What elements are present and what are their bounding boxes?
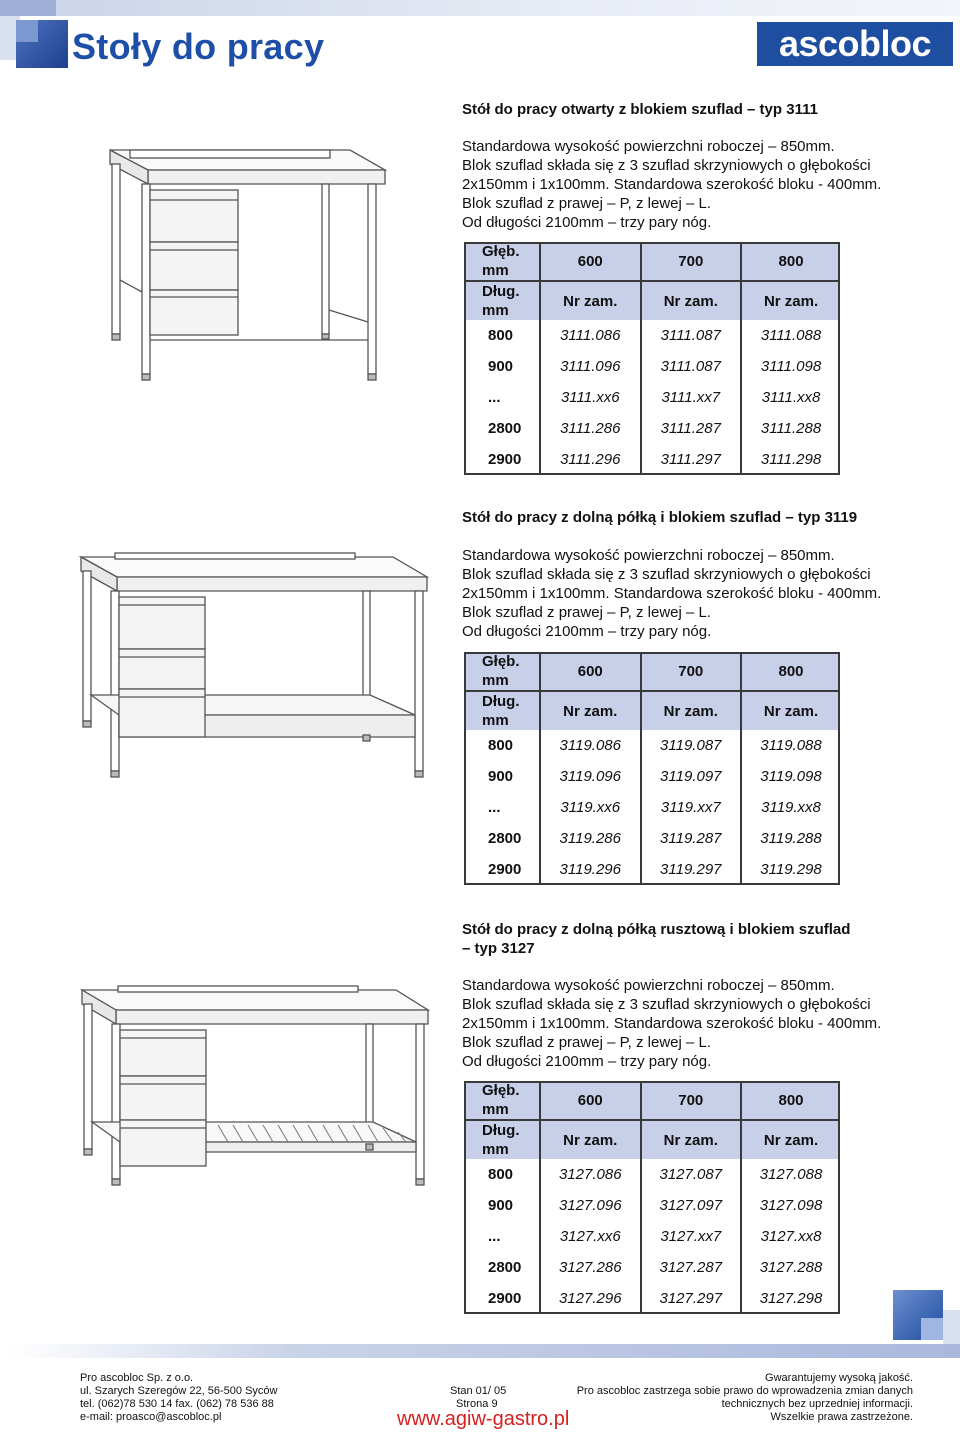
header-band-accent <box>0 0 56 16</box>
order-no-header: Nr zam. <box>641 691 742 730</box>
product-1-description <box>462 137 932 232</box>
footer-company-info <box>80 1372 278 1424</box>
order-code: 3119.xx6 <box>540 792 641 823</box>
product-1-title: Stół do pracy otwarty z blokiem szuflad – typ 3111 <box>462 101 818 118</box>
order-code: 3111.xx6 <box>540 382 641 413</box>
depth-label: Głęb. <box>482 243 520 260</box>
order-code: 3111.098 <box>760 358 822 375</box>
decorative-square-inner <box>921 1318 943 1340</box>
table-header-row <box>464 1120 840 1159</box>
length-label: Dług. <box>482 1122 520 1139</box>
length-cell: 900 <box>464 351 540 382</box>
depth-col-header: 600 <box>540 652 641 691</box>
table-row <box>464 351 840 382</box>
order-code: 3111.xx7 <box>641 382 742 413</box>
desc-line: Blok szuflad składa się z 3 szuflad skrzyniowych o głębokości <box>462 157 871 174</box>
order-code: 3127.296 <box>540 1283 641 1314</box>
product-3-title <box>462 920 850 958</box>
order-code: 3119.088 <box>760 737 822 754</box>
depth-col-header: 700 <box>641 242 742 281</box>
product-2-title: Stół do pracy z dolną półką i blokiem szuflad – typ 3119 <box>462 509 858 526</box>
table-header-row <box>464 652 840 691</box>
table-row <box>464 761 840 792</box>
order-code: 3127.298 <box>759 1290 823 1307</box>
depth-col-header: 700 <box>641 652 742 691</box>
desc-line: Blok szuflad z prawej – P, z lewej – L. <box>462 1034 712 1051</box>
title-line: Stół do pracy z dolną półką rusztową i blokiem szuflad <box>462 921 851 938</box>
order-code: 3111.087 <box>641 320 742 351</box>
desc-line: Blok szuflad z prawej – P, z lewej – L. <box>462 195 712 212</box>
order-code: 3119.098 <box>760 768 822 785</box>
footer-disclaimer <box>577 1372 913 1424</box>
order-no-header: Nr zam. <box>540 281 641 320</box>
length-header-cell <box>464 281 540 320</box>
footer-line: Pro ascobloc Sp. z o.o. <box>80 1372 194 1384</box>
length-label: Dług. <box>482 283 520 300</box>
order-code: 3119.xx7 <box>641 792 742 823</box>
depth-label: Głęb. <box>482 1082 520 1099</box>
length-cell: ... <box>464 792 540 823</box>
header-square-shine <box>16 20 38 42</box>
footer-version: Stan 01/ 05 <box>450 1385 507 1397</box>
desc-line: Blok szuflad z prawej – P, z lewej – L. <box>462 604 712 621</box>
order-code: 3127.097 <box>641 1190 742 1221</box>
depth-header-cell <box>464 242 540 281</box>
order-code: 3119.xx8 <box>761 799 821 816</box>
depth-header-cell <box>464 652 540 691</box>
table-3111-illustration <box>100 140 400 385</box>
footer-line: Pro ascobloc zastrzega sobie prawo do wprowadzenia zmian danych <box>576 1385 913 1397</box>
desc-line: Blok szuflad składa się z 3 szuflad skrzyniowych o głębokości <box>462 996 871 1013</box>
length-cell: 2900 <box>464 444 540 475</box>
depth-label: Głęb. <box>482 653 520 670</box>
order-code: 3111.286 <box>540 413 641 444</box>
order-code: 3119.296 <box>540 854 641 885</box>
product-1-price-table <box>464 242 840 475</box>
order-code: 3119.287 <box>641 823 742 854</box>
footer-line: ul. Szarych Szeregów 22, 56-500 Syców <box>80 1385 278 1397</box>
order-code: 3127.088 <box>759 1166 823 1183</box>
table-header-row <box>464 1081 840 1120</box>
desc-line: 2x150mm i 1x100mm. Standardowa szerokość bloku - 400mm. <box>462 585 882 602</box>
desc-line: Od długości 2100mm – trzy pary nóg. <box>462 214 712 231</box>
desc-line: Od długości 2100mm – trzy pary nóg. <box>462 623 712 640</box>
footer-line: e-mail: proasco@ascobloc.pl <box>80 1411 222 1423</box>
order-no-header: Nr zam. <box>741 1120 840 1159</box>
length-cell: 2800 <box>464 1252 540 1283</box>
product-2-description <box>462 546 932 641</box>
decorative-square <box>893 1290 943 1340</box>
depth-col-header: 700 <box>641 1081 742 1120</box>
table-header-row <box>464 691 840 730</box>
header-band <box>0 0 960 16</box>
order-code: 3119.086 <box>540 730 641 761</box>
order-code: 3127.086 <box>540 1159 641 1190</box>
product-3-price-table <box>464 1081 840 1314</box>
order-code: 3127.xx8 <box>760 1228 822 1245</box>
desc-line: Standardowa wysokość powierzchni roboczej – 850mm. <box>462 547 835 564</box>
order-code: 3127.096 <box>540 1190 641 1221</box>
table-row <box>464 1252 840 1283</box>
order-no-header: Nr zam. <box>540 691 641 730</box>
length-cell: 2800 <box>464 413 540 444</box>
registered-mark: ® <box>936 22 944 33</box>
order-no-header: Nr zam. <box>641 1120 742 1159</box>
order-code: 3119.096 <box>540 761 641 792</box>
table-row <box>464 854 840 885</box>
table-row <box>464 1190 840 1221</box>
depth-col-header: 600 <box>540 1081 641 1120</box>
order-code: 3119.286 <box>540 823 641 854</box>
footer-band <box>8 1344 960 1358</box>
length-label: Dług. <box>482 693 520 710</box>
desc-line: 2x150mm i 1x100mm. Standardowa szerokość bloku - 400mm. <box>462 176 882 193</box>
length-header-cell <box>464 691 540 730</box>
product-3-description <box>462 976 932 1071</box>
brand-logo: ascobloc <box>757 22 953 66</box>
length-unit: mm <box>482 712 509 729</box>
depth-header-cell <box>464 1081 540 1120</box>
order-no-header: Nr zam. <box>641 281 742 320</box>
website-link[interactable]: www.agiw-gastro.pl <box>397 1408 570 1430</box>
order-code: 3127.288 <box>759 1259 823 1276</box>
desc-line: 2x150mm i 1x100mm. Standardowa szerokość bloku - 400mm. <box>462 1015 882 1032</box>
table-3119-illustration <box>75 545 435 785</box>
order-code: 3127.xx7 <box>641 1221 742 1252</box>
length-cell: 900 <box>464 1190 540 1221</box>
depth-col-header: 800 <box>741 1081 840 1120</box>
length-cell: 2900 <box>464 854 540 885</box>
order-code: 3111.297 <box>641 444 742 475</box>
desc-line: Standardowa wysokość powierzchni roboczej – 850mm. <box>462 138 835 155</box>
title-line: – typ 3127 <box>462 940 535 957</box>
length-header-cell <box>464 1120 540 1159</box>
table-row <box>464 1159 840 1190</box>
order-code: 3111.296 <box>540 444 641 475</box>
order-code: 3127.297 <box>641 1283 742 1314</box>
depth-unit: mm <box>482 262 509 279</box>
order-code: 3127.098 <box>759 1197 823 1214</box>
length-cell: 2900 <box>464 1283 540 1314</box>
table-row <box>464 320 840 351</box>
footer-line: Gwarantujemy wysoką jakość. <box>765 1372 913 1384</box>
desc-line: Standardowa wysokość powierzchni roboczej – 850mm. <box>462 977 835 994</box>
length-cell: 900 <box>464 761 540 792</box>
table-row <box>464 1283 840 1314</box>
length-cell: ... <box>464 1221 540 1252</box>
order-no-header: Nr zam. <box>540 1120 641 1159</box>
desc-line: Od długości 2100mm – trzy pary nóg. <box>462 1053 712 1070</box>
header-square <box>16 20 68 68</box>
table-row <box>464 792 840 823</box>
length-unit: mm <box>482 302 509 319</box>
length-unit: mm <box>482 1141 509 1158</box>
product-2-price-table <box>464 652 840 885</box>
desc-line: Blok szuflad składa się z 3 szuflad skrzyniowych o głębokości <box>462 566 871 583</box>
table-row <box>464 823 840 854</box>
order-code: 3119.087 <box>641 730 742 761</box>
depth-col-header: 800 <box>741 652 840 691</box>
depth-col-header: 600 <box>540 242 641 281</box>
footer-page-number: Strona 9 <box>456 1398 498 1410</box>
table-row <box>464 730 840 761</box>
length-cell: 800 <box>464 1159 540 1190</box>
order-code: 3111.088 <box>760 327 822 344</box>
order-code: 3111.288 <box>760 420 822 437</box>
table-header-row <box>464 242 840 281</box>
length-cell: 800 <box>464 320 540 351</box>
page-title: Stoły do pracy <box>72 26 325 67</box>
order-code: 3127.xx6 <box>540 1221 641 1252</box>
order-code: 3127.087 <box>641 1159 742 1190</box>
footer-line: tel. (062)78 530 14 fax. (062) 78 536 88 <box>80 1398 274 1410</box>
depth-unit: mm <box>482 672 509 689</box>
length-cell: 2800 <box>464 823 540 854</box>
order-no-header: Nr zam. <box>741 691 840 730</box>
order-code: 3127.286 <box>540 1252 641 1283</box>
table-row <box>464 1221 840 1252</box>
depth-col-header: 800 <box>741 242 840 281</box>
order-code: 3111.086 <box>540 320 641 351</box>
depth-unit: mm <box>482 1101 509 1118</box>
length-cell: ... <box>464 382 540 413</box>
length-cell: 800 <box>464 730 540 761</box>
order-code: 3111.087 <box>641 351 742 382</box>
order-code: 3111.298 <box>760 451 822 468</box>
order-code: 3111.096 <box>540 351 641 382</box>
table-3127-illustration <box>78 980 438 1200</box>
order-code: 3119.288 <box>760 830 822 847</box>
footer-line: technicznych bez uprzedniej informacji. <box>721 1398 913 1410</box>
table-row <box>464 382 840 413</box>
table-row <box>464 444 840 475</box>
order-code: 3127.287 <box>641 1252 742 1283</box>
table-header-row <box>464 281 840 320</box>
order-code: 3111.xx8 <box>761 389 821 406</box>
table-row <box>464 413 840 444</box>
order-code: 3119.298 <box>760 861 822 878</box>
order-no-header: Nr zam. <box>741 281 840 320</box>
footer-line: Wszelkie prawa zastrzeżone. <box>770 1411 913 1423</box>
order-code: 3119.297 <box>641 854 742 885</box>
order-code: 3111.287 <box>641 413 742 444</box>
order-code: 3119.097 <box>641 761 742 792</box>
